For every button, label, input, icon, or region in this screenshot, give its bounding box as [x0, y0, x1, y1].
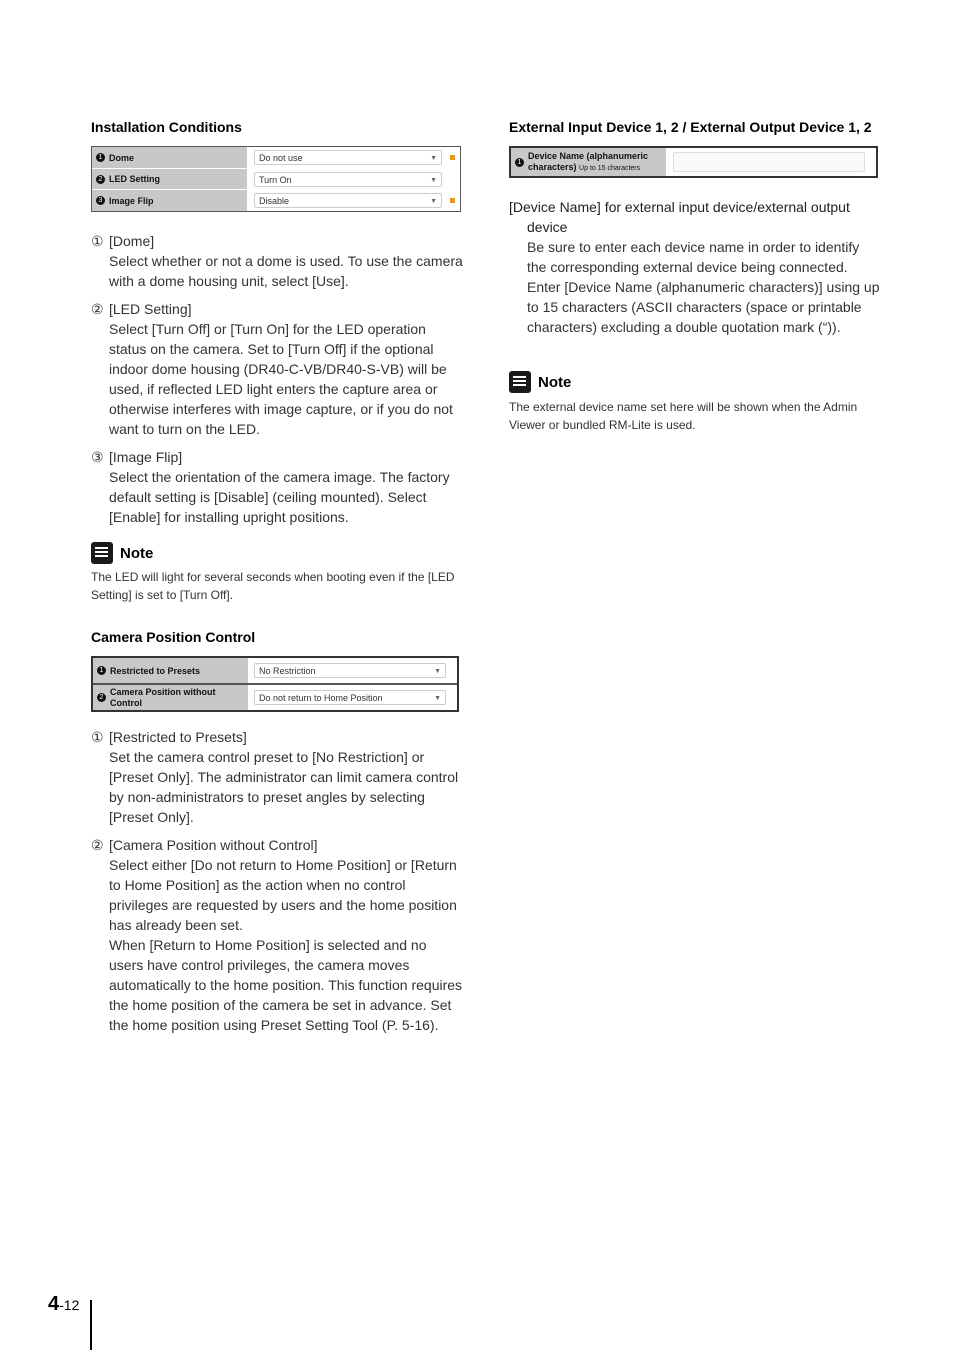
list-item-position-without-control [91, 835, 463, 1035]
list-item-image-flip [91, 447, 463, 527]
setting-row-image-flip [92, 190, 460, 211]
image-flip-select-value: Disable [259, 196, 290, 206]
note-icon [91, 542, 113, 564]
dome-select-value: Do not use [259, 153, 303, 163]
number-badge: 3 [96, 196, 105, 205]
setting-row-device-name [511, 148, 876, 176]
item-description: Select whether or not a dome is used. To use the camera with a dome housing unit, select [Use]. [109, 253, 463, 289]
note-title: Note [120, 544, 154, 562]
setting-row-led [92, 169, 460, 189]
list-item-led-setting [91, 299, 463, 439]
item-number: ② [91, 301, 104, 317]
led-setting-select[interactable] [254, 172, 442, 187]
changed-marker-icon [450, 198, 455, 203]
image-flip-select[interactable] [254, 193, 442, 208]
item-description-continued: When [Return to Home Position] is selected and no users have control privileges, the camera moves automatically to the home position. This function requires the home position of the camera be set in advance. Set the home position using Preset Setting Tool (P. 5-16). [109, 937, 463, 1033]
setting-label [92, 169, 248, 189]
section-title-external-devices: External Input Device 1, 2 / External Output Device 1, 2 [509, 119, 872, 135]
number-badge: 1 [515, 158, 524, 167]
section-title-camera-position-control: Camera Position Control [91, 629, 256, 645]
setting-row-restricted-presets [93, 658, 457, 683]
position-without-control-select[interactable] [254, 690, 446, 705]
note-text: The external device name set here will be shown when the Admin Viewer or bundled RM-Lite is used. [509, 400, 858, 432]
list-item-restricted-presets [91, 727, 463, 827]
number-badge: 2 [97, 693, 106, 702]
dome-select[interactable] [254, 150, 442, 165]
item-description: Select [Turn Off] or [Turn On] for the LED operation status on the camera. Set to [Turn Off] if the optional indoor dome housing (DR40-C-VB/DR40-S-VB) will be used, if reflected LED light enters the capture area or otherwise interferes with image capture, or if you do not want to turn on the LED. [109, 321, 453, 437]
item-number: ③ [91, 449, 104, 465]
chapter-number: 4 [48, 1293, 60, 1315]
item-description: Select either [Do not return to Home Position] or [Return to Home Position] as the action when no control privileges are requested by users and the home position has already been set. [109, 857, 457, 933]
item-description: Be sure to enter each device name in order to identify the corresponding external device being connected. Enter [Device Name (alphanumeric characters)] using up to 15 characters (ASCII characters (space or printable characters) excluding a double quotation mark (“)). [527, 239, 880, 335]
position-without-control-label: Camera Position without Control [110, 686, 216, 708]
item-description: Select the orientation of the camera image. The factory default setting is [Disable] (ceiling mounted). Select [Enable] for installing upright positions. [109, 469, 450, 525]
item-heading: [Restricted to Presets] [109, 729, 247, 745]
installation-conditions-panel [91, 146, 461, 212]
item-heading: [Device Name] for external input device/external output device [509, 199, 850, 235]
device-name-hint: Up to 15 characters [579, 164, 641, 172]
restricted-presets-select[interactable] [254, 663, 446, 678]
setting-row-dome [92, 147, 460, 168]
dropdown-arrow-icon: ▼ [430, 198, 437, 205]
item-heading: [LED Setting] [109, 301, 192, 317]
dome-label: Dome [109, 152, 135, 163]
setting-label [93, 685, 249, 710]
device-name-input[interactable] [673, 152, 865, 172]
number-badge: 2 [96, 175, 105, 184]
changed-marker-icon [450, 155, 455, 160]
setting-label [92, 147, 248, 168]
restricted-presets-label: Restricted to Presets [110, 665, 201, 676]
number-badge: 1 [97, 666, 106, 675]
note-icon [509, 371, 531, 393]
item-description: Set the camera control preset to [No Restriction] or [Preset Only]. The administrator can limit camera control by non-administrators to preset angles by selecting [Preset Only]. [109, 749, 459, 825]
number-badge: 1 [96, 153, 105, 162]
page-number [48, 1293, 79, 1316]
page-suffix: -12 [59, 1297, 80, 1313]
device-name-label: Device Name (alphanumeric characters) [528, 150, 649, 172]
device-name-label-block [528, 151, 666, 174]
dropdown-arrow-icon: ▼ [434, 668, 441, 675]
item-heading: [Camera Position without Control] [109, 837, 318, 853]
item-heading: [Image Flip] [109, 449, 183, 465]
setting-label [93, 658, 249, 683]
section-title-installation-conditions: Installation Conditions [91, 119, 242, 135]
list-item-device-name [509, 197, 881, 337]
item-heading: [Dome] [109, 233, 155, 249]
position-without-control-value: Do not return to Home Position [259, 693, 383, 703]
restricted-presets-value: No Restriction [259, 666, 316, 676]
note-text: The LED will light for several seconds when booting even if the [LED Setting] is set to [Turn Off]. [91, 570, 455, 602]
note-heading [509, 371, 571, 393]
camera-position-panel [91, 656, 459, 712]
led-setting-label: LED Setting [109, 174, 160, 184]
item-number: ① [91, 233, 104, 249]
footer-divider [90, 1300, 92, 1350]
external-device-panel [509, 146, 878, 178]
note-heading [91, 542, 153, 564]
setting-row-position-without-control [93, 685, 457, 710]
setting-label [92, 190, 248, 211]
item-number: ① [91, 729, 104, 745]
dropdown-arrow-icon: ▼ [434, 695, 441, 702]
setting-label [511, 148, 667, 176]
led-select-value: Turn On [259, 174, 292, 185]
dropdown-arrow-icon: ▼ [430, 155, 437, 162]
note-title: Note [538, 373, 572, 391]
dropdown-arrow-icon: ▼ [430, 176, 437, 184]
item-number: ② [91, 837, 104, 853]
image-flip-label: Image Flip [109, 195, 154, 206]
list-item-dome [91, 231, 463, 291]
